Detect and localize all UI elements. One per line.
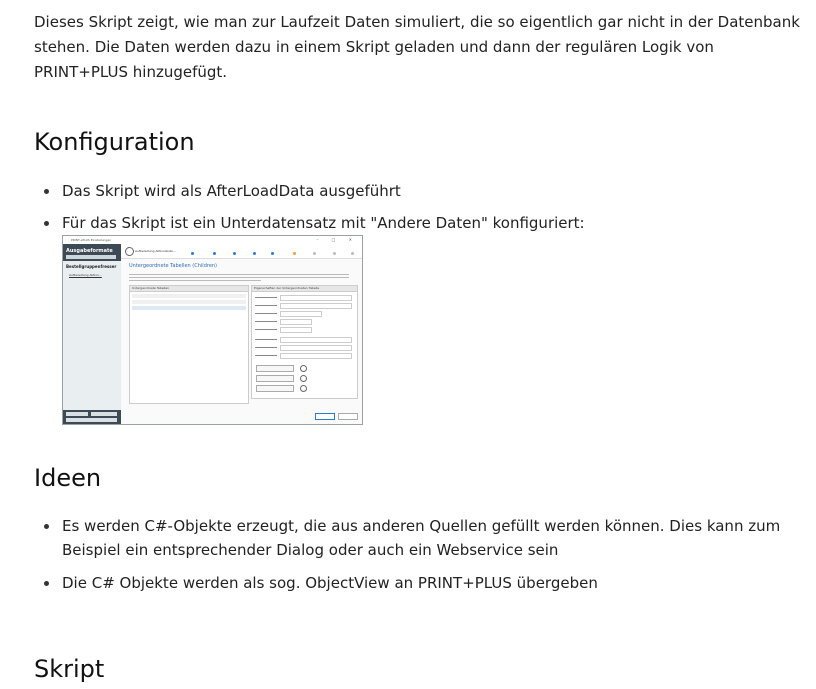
sidebar-button — [66, 418, 117, 422]
step-dot — [271, 252, 274, 255]
panel-button — [256, 365, 294, 372]
list-item: Für das Skript ist ein Unterdatensatz mit "Andere Daten" konfiguriert: — [34, 211, 804, 235]
sidebar-button — [66, 412, 88, 416]
step-dot — [213, 252, 216, 255]
dialog-buttons — [312, 413, 358, 421]
heading-ideen: Ideen — [34, 464, 102, 492]
screenshot-window-title: PRINT+PLUS Einstellungen — [71, 238, 112, 242]
ok-button — [315, 413, 335, 420]
panel-button — [256, 385, 294, 392]
step-dot — [191, 252, 194, 255]
step-dot — [351, 252, 354, 255]
description-lines — [129, 272, 349, 283]
properties-panel — [251, 285, 358, 399]
sidebar-search — [66, 255, 116, 259]
help-icon — [300, 385, 307, 392]
child-table-header: Untergeordnete Tabellen — [130, 286, 248, 292]
list-ideen — [34, 514, 804, 595]
list-item: Das Skript wird als AfterLoadData ausgeführt — [34, 179, 804, 203]
cancel-button — [338, 413, 358, 420]
window-controls: – □ ✕ — [316, 237, 358, 242]
step-dot — [313, 252, 316, 255]
list-konfiguration — [34, 179, 804, 235]
step-dot-active — [293, 252, 296, 255]
sidebar-panel — [63, 261, 121, 410]
step-dot — [233, 252, 236, 255]
back-icon — [125, 247, 134, 256]
help-icon — [300, 375, 307, 382]
sidebar-title: Ausgabeformate — [66, 248, 113, 254]
screenshot-sidebar — [63, 244, 121, 424]
list-item: Es werden C#-Objekte erzeugt, die aus anderen Quellen gefüllt werden können. Dies kann zum Beispiel ein entsprechender Dialog oder auch ein Webservice sein — [34, 514, 804, 562]
heading-konfiguration: Konfiguration — [34, 128, 195, 156]
configuration-screenshot — [62, 235, 363, 425]
sidebar-item: Aufbereitung Aktion... — [69, 273, 102, 277]
table-row — [132, 306, 246, 310]
screenshot-main-title: Untergeordnete Tabellen (Children) — [129, 263, 218, 269]
screenshot-stepper — [121, 244, 362, 259]
intro-paragraph: Dieses Skript zeigt, wie man zur Laufzeit Daten simuliert, die so eigentlich gar nicht in der Datenbank stehen. Die Daten werden dazu in einem Skript geladen und dann der regulären Logik von PRINT+PLUS hinzugefügt. — [34, 13, 800, 81]
step-dot — [333, 252, 336, 255]
heading-skript: Skript — [34, 655, 105, 683]
panel-button — [256, 375, 294, 382]
table-row — [132, 294, 246, 298]
properties-header: Eigenschaften der Untergeordneten Tabelle — [252, 286, 357, 292]
step-dot — [253, 252, 256, 255]
screenshot-main — [121, 244, 362, 424]
breadcrumb: Aufbereitung Aktionsliste... — [135, 249, 176, 253]
list-item: Die C# Objekte werden als sog. ObjectView an PRINT+PLUS übergeben — [34, 571, 804, 595]
child-table-panel — [129, 285, 249, 404]
table-row — [132, 300, 246, 304]
help-icon — [300, 365, 307, 372]
sidebar-button — [91, 412, 117, 416]
sidebar-heading: Bestellgruppenfresser — [66, 264, 117, 269]
